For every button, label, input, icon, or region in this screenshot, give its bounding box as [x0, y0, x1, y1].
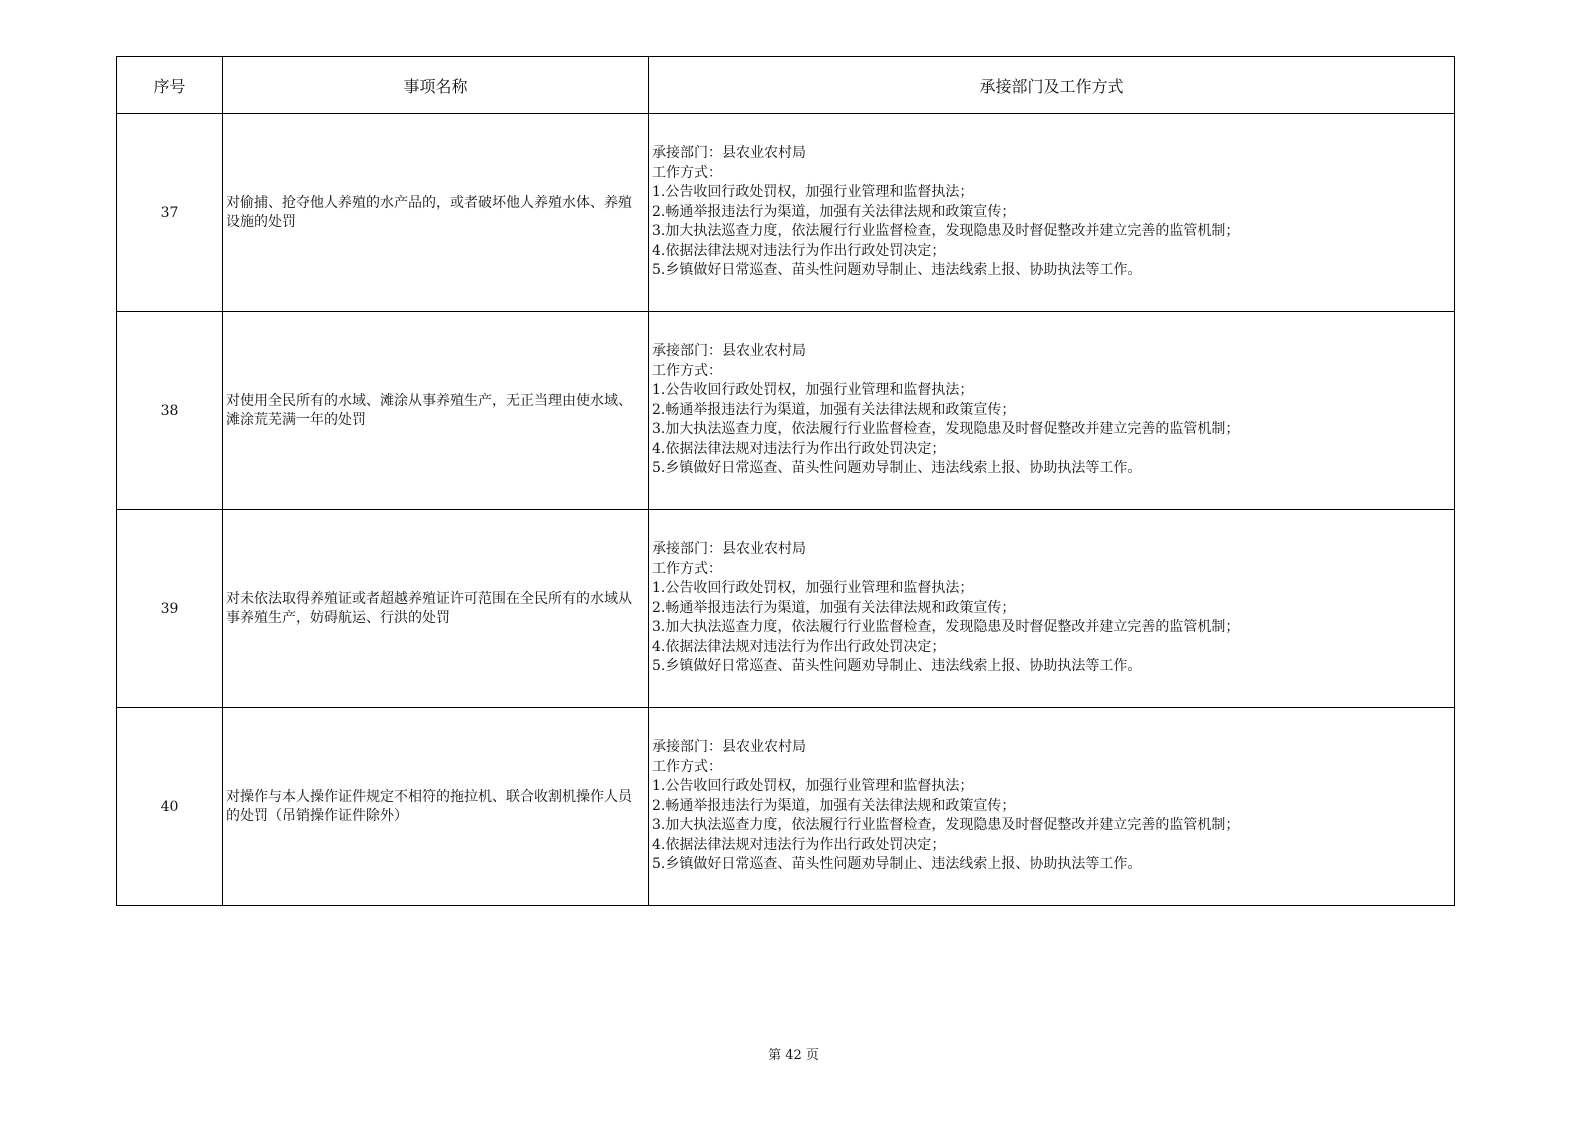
method-step-4: 4.依据法律法规对违法行为作出行政处罚决定；	[652, 638, 946, 655]
method-heading-line: 工作方式：	[652, 164, 722, 181]
method-step-1: 1.公告收回行政处罚权，加强行业管理和监督执法；	[652, 382, 974, 399]
method-step-2: 2.畅通举报违法行为渠道，加强有关法律法规和政策宣传；	[652, 401, 1016, 418]
table-row	[117, 510, 1455, 708]
item-name-cell: 对偷捕、抢夺他人养殖的水产品的，或者破坏他人养殖水体、养殖设施的处罚	[223, 114, 649, 312]
table-row	[117, 708, 1455, 906]
method-step-4: 4.依据法律法规对违法行为作出行政处罚决定；	[652, 242, 946, 259]
method-step-5: 5.乡镇做好日常巡查、苗头性问题劝导制止、违法线索上报、协助执法等工作。	[652, 856, 1142, 873]
serial-number-cell: 37	[117, 114, 223, 312]
table-row	[117, 114, 1455, 312]
method-step-3: 3.加大执法巡查力度，依法履行行业监督检查，发现隐患及时督促整改并建立完善的监管机制；	[652, 817, 1240, 834]
department-line: 承接部门：县农业农村局	[652, 145, 806, 162]
method-step-1: 1.公告收回行政处罚权，加强行业管理和监督执法；	[652, 778, 974, 795]
header-department-method: 承接部门及工作方式	[649, 57, 1455, 114]
method-step-1: 1.公告收回行政处罚权，加强行业管理和监督执法；	[652, 184, 974, 201]
method-step-2: 2.畅通举报违法行为渠道，加强有关法律法规和政策宣传；	[652, 797, 1016, 814]
item-name-cell: 对未依法取得养殖证或者超越养殖证许可范围在全民所有的水域从事养殖生产，妨碍航运、行洪的处罚	[223, 510, 649, 708]
department-line: 承接部门：县农业农村局	[652, 739, 806, 756]
header-item-name: 事项名称	[223, 57, 649, 114]
method-step-4: 4.依据法律法规对违法行为作出行政处罚决定；	[652, 836, 946, 853]
department-method-cell	[649, 312, 1455, 510]
department-method-cell	[649, 510, 1455, 708]
table-header-row	[117, 57, 1455, 114]
method-step-4: 4.依据法律法规对违法行为作出行政处罚决定；	[652, 440, 946, 457]
department-line: 承接部门：县农业农村局	[652, 541, 806, 558]
items-table	[116, 56, 1455, 906]
page-number: 第 42 页	[768, 1048, 819, 1063]
method-step-5: 5.乡镇做好日常巡查、苗头性问题劝导制止、违法线索上报、协助执法等工作。	[652, 460, 1142, 477]
method-step-3: 3.加大执法巡查力度，依法履行行业监督检查，发现隐患及时督促整改并建立完善的监管机制；	[652, 421, 1240, 438]
item-name-cell: 对使用全民所有的水域、滩涂从事养殖生产，无正当理由使水域、滩涂荒芜满一年的处罚	[223, 312, 649, 510]
item-name-cell: 对操作与本人操作证件规定不相符的拖拉机、联合收割机操作人员的处罚（吊销操作证件除外）	[223, 708, 649, 906]
method-step-1: 1.公告收回行政处罚权，加强行业管理和监督执法；	[652, 580, 974, 597]
method-step-2: 2.畅通举报违法行为渠道，加强有关法律法规和政策宣传；	[652, 599, 1016, 616]
department-line: 承接部门：县农业农村局	[652, 343, 806, 360]
method-step-5: 5.乡镇做好日常巡查、苗头性问题劝导制止、违法线索上报、协助执法等工作。	[652, 262, 1142, 279]
header-serial-number: 序号	[117, 57, 223, 114]
method-heading-line: 工作方式：	[652, 362, 722, 379]
method-heading-line: 工作方式：	[652, 560, 722, 577]
department-method-cell	[649, 708, 1455, 906]
department-method-cell	[649, 114, 1455, 312]
method-step-3: 3.加大执法巡查力度，依法履行行业监督检查，发现隐患及时督促整改并建立完善的监管机制；	[652, 619, 1240, 636]
serial-number-cell: 39	[117, 510, 223, 708]
table-row	[117, 312, 1455, 510]
method-step-5: 5.乡镇做好日常巡查、苗头性问题劝导制止、违法线索上报、协助执法等工作。	[652, 658, 1142, 675]
method-step-3: 3.加大执法巡查力度，依法履行行业监督检查，发现隐患及时督促整改并建立完善的监管机制；	[652, 223, 1240, 240]
serial-number-cell: 40	[117, 708, 223, 906]
method-heading-line: 工作方式：	[652, 758, 722, 775]
serial-number-cell: 38	[117, 312, 223, 510]
method-step-2: 2.畅通举报违法行为渠道，加强有关法律法规和政策宣传；	[652, 203, 1016, 220]
